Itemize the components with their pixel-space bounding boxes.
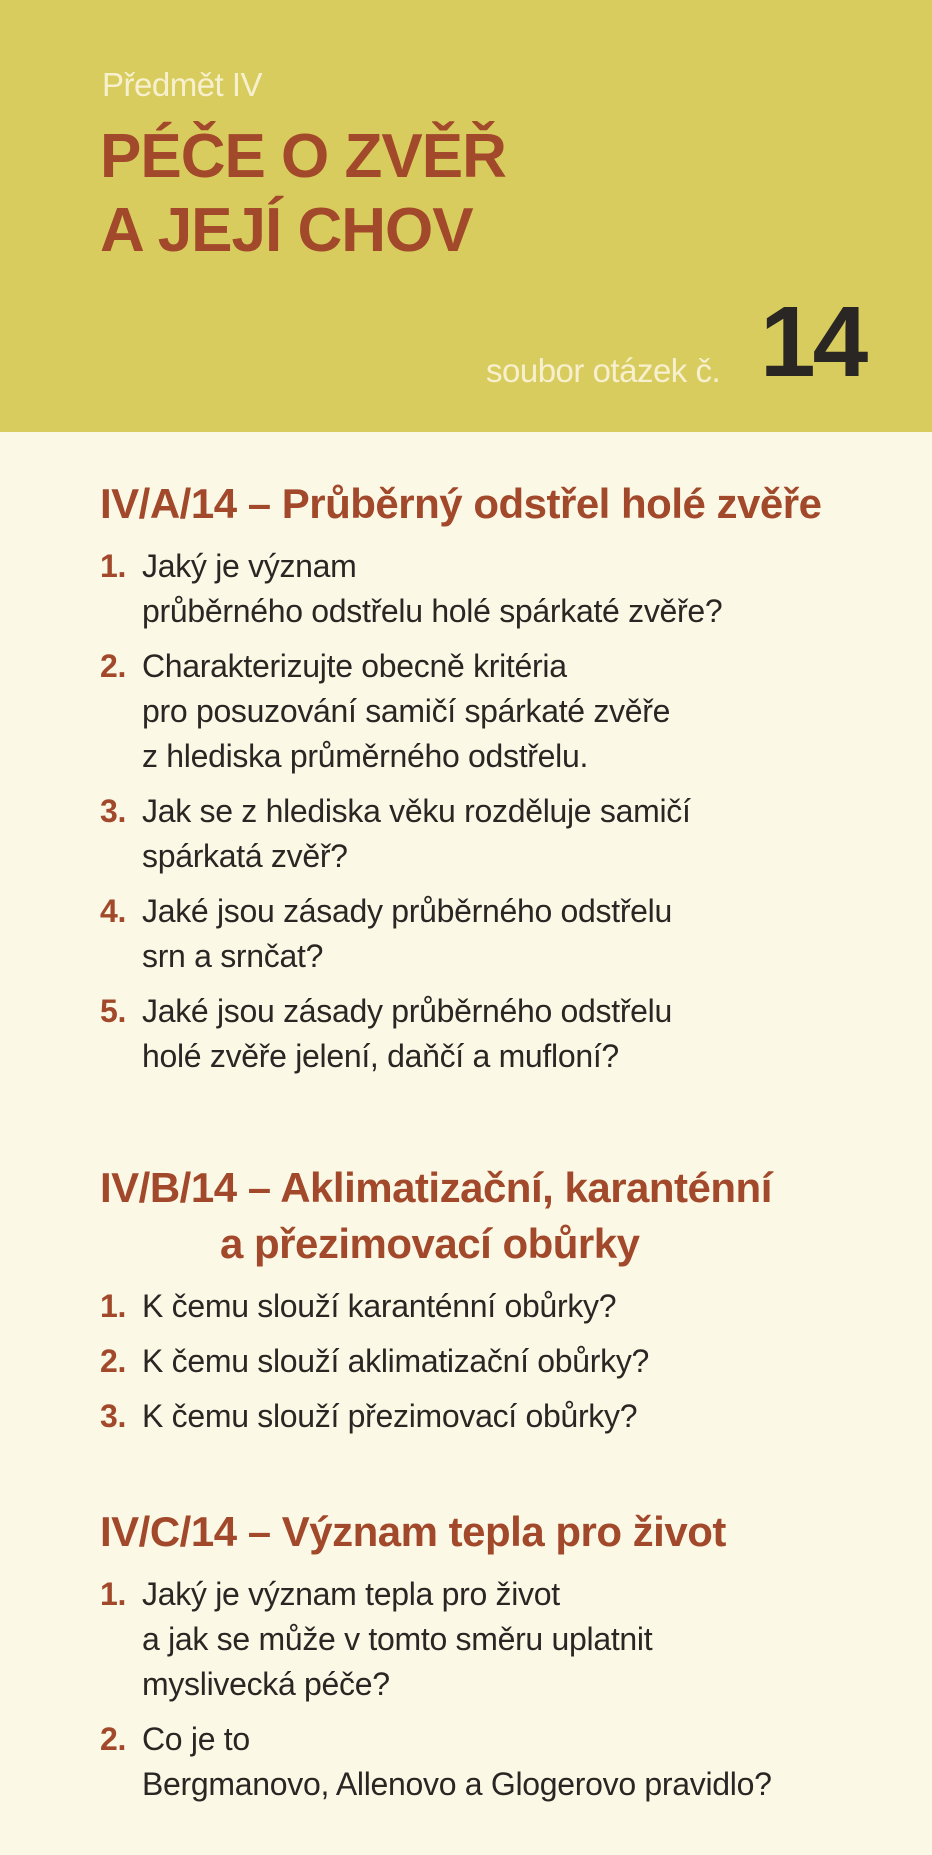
subject-label: Předmět IV [102,66,263,103]
question-text: Jaké jsou zásady průběrného odstřelu srn a srnčat? [142,893,672,974]
section-heading-text: IV/C/14 – Význam tepla pro život [100,1508,726,1555]
question-item [100,989,900,1079]
section-heading [100,1160,900,1272]
title-line-1: PÉČE O ZVĚŘ [100,122,506,191]
section-heading-text: IV/A/14 – Průběrný odstřel holé zvěře [100,480,822,527]
question-list [100,1572,900,1807]
question-number: 1. [100,1576,127,1612]
section-heading-continuation: a přezimovací obůrky [220,1220,640,1267]
section-b [100,1160,900,1449]
header-band [0,0,932,432]
question-set-number: 14 [760,286,866,398]
question-number: 5. [100,993,127,1029]
question-item [100,889,900,979]
title-line-2: A JEJÍ CHOV [100,196,473,265]
section-a [100,476,900,1089]
question-text: Jaké jsou zásady průběrného odstřelu holé zvěře jelení, daňčí a mufloní? [142,993,672,1074]
question-number: 3. [100,1398,127,1434]
question-item [100,1717,900,1807]
question-number: 1. [100,548,127,584]
question-item [100,1339,900,1384]
question-text: K čemu slouží přezimovací obůrky? [142,1398,638,1434]
question-item [100,1284,900,1329]
question-text: Jaký je význam tepla pro život a jak se může v tomto směru uplatnit myslivecká péče? [142,1576,653,1702]
question-item [100,1394,900,1439]
question-number: 3. [100,793,127,829]
question-list [100,1284,900,1439]
question-text: Jak se z hlediska věku rozděluje samičí spárkatá zvěř? [142,793,691,874]
question-item [100,544,900,634]
question-text: K čemu slouží karanténní obůrky? [142,1288,617,1324]
question-item [100,1572,900,1707]
question-item [100,644,900,779]
section-heading [100,1504,900,1560]
question-set-label: soubor otázek č. [486,352,721,389]
section-heading [100,476,900,532]
question-number: 2. [100,1721,127,1757]
question-text: K čemu slouží aklimatizační obůrky? [142,1343,650,1379]
question-text: Charakterizujte obecně kritéria pro posuzování samičí spárkaté zvěře z hlediska průměrného odstřelu. [142,648,671,774]
question-number: 2. [100,648,127,684]
section-c [100,1504,900,1817]
question-number: 2. [100,1343,127,1379]
question-list [100,544,900,1079]
question-number: 4. [100,893,127,929]
question-text: Jaký je význam průběrného odstřelu holé spárkaté zvěře? [142,548,723,629]
question-text: Co je to Bergmanovo, Allenovo a Glogerovo pravidlo? [142,1721,772,1802]
question-item [100,789,900,879]
section-heading-text: IV/B/14 – Aklimatizační, karanténní [100,1164,772,1211]
question-number: 1. [100,1288,127,1324]
page-title [100,120,506,268]
